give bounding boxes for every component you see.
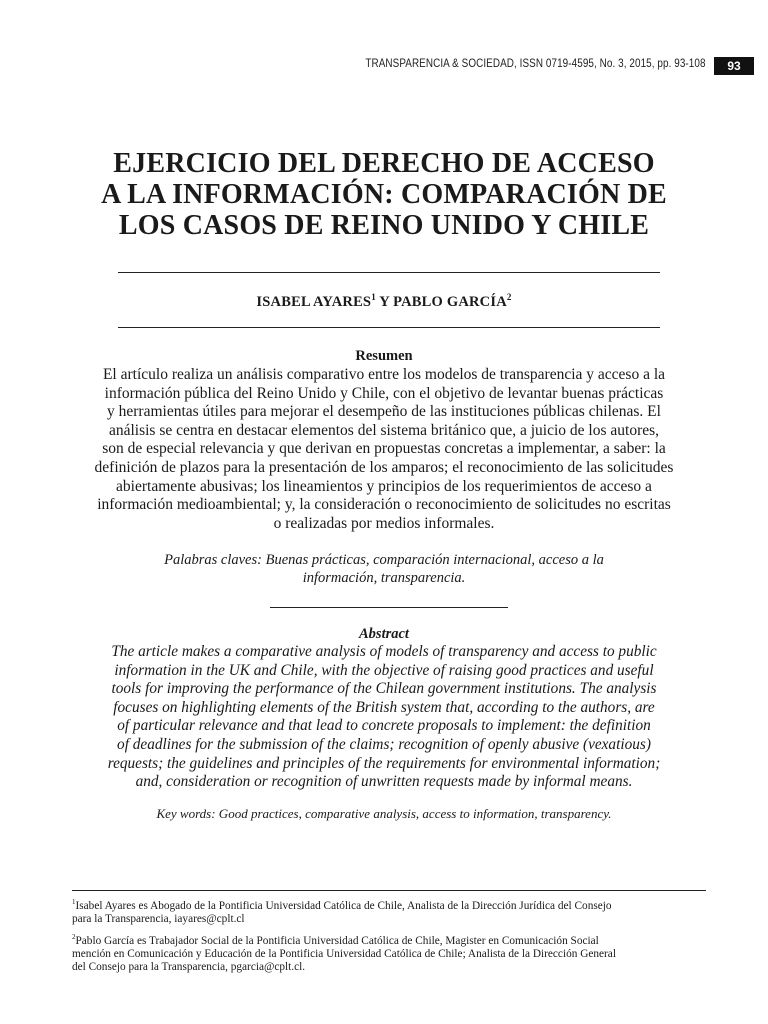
keywords-line: información, transparencia. [302,570,466,586]
abstract-line: focuses on highlighting elements of the British system that, according to the authors, are [113,698,655,716]
keywords-line: Palabras claves: Buenas prácticas, comparación internacional, acceso a la [164,552,604,568]
footnote-line: para la Transparencia, iayares@cplt.cl [72,913,245,926]
abstract-line: of particular relevance and that lead to concrete proposals to implement: the definition [117,717,651,735]
footnote-line [72,931,712,948]
author-name: ISABEL AYARES [256,293,372,310]
footnote [72,931,712,975]
running-header [0,57,768,77]
footnote-text: Pablo García es Trabajador Social de la Pontificia Universidad Católica de Chile, Magister en Comunicación Social [75,934,599,947]
footnote-line: mención en Comunicación y Educación de la Pontificia Universidad Católica de Chile; Analista de la Dirección General [72,947,616,960]
running-head: TRANSPARENCIA & SOCIEDAD, ISSN 0719-4595, No. 3, 2015, pp. 93-108 [365,58,706,70]
authors-divider [118,327,660,328]
abstract-line: of deadlines for the submission of the claims; recognition of openly abusive (vexatious) [117,735,651,753]
abstract-line: requests; the guidelines and principles of the requirements for environmental information; [107,754,661,772]
resumen-line: información pública del Reino Unido y Chile, con el objetivo de levantar buenas prácticas [104,384,664,402]
resumen-line: El artículo realiza un análisis comparativo entre los modelos de transparencia y acceso a la [102,366,666,383]
key-words: Key words: Good practices, comparative analysis, access to information, transparency. [156,806,612,821]
footnote-text: Isabel Ayares es Abogado de la Pontificia Universidad Católica de Chile, Analista de la Dirección Jurídica del Consejo [75,899,612,912]
abstract-line: information in the UK and Chile, with the objective of raising good practices and useful [114,661,654,679]
palabras-claves [64,551,704,587]
article-title [40,148,728,241]
resumen-line: definición de plazos para la presentación de los amparos; el reconocimiento de las solicitudes [94,458,674,476]
author-name: PABLO GARCÍA [393,293,507,310]
abstract-heading: Abstract [359,626,409,642]
resumen-line: son de especial relevancia y que derivan en propuestas concretas a implementar, a saber: la [102,440,666,458]
footnote [72,896,712,927]
resumen-line: y herramientas útiles para mejorar el desempeño de las instituciones públicas chilenas. El [107,403,661,421]
title-line: LOS CASOS DE REINO UNIDO Y CHILE [118,210,650,241]
footnote-line [72,896,712,913]
footnote-marker: 2 [72,932,76,941]
authors-line [0,292,768,311]
title-line: A LA INFORMACIÓN: COMPARACIÓN DE [101,179,667,210]
footnote-line: del Consejo para la Transparencia, pgarcia@cplt.cl. [72,961,306,974]
abstract-line: and, consideration or recognition of unwritten requests made by informal means. [135,773,633,791]
resumen-body [64,366,704,533]
abstract-line: tools for improving the performance of the Chilean government institutions. The analysis [111,680,657,698]
resumen-heading: Resumen [355,348,413,364]
title-line: EJERCICIO DEL DERECHO DE ACCESO [113,148,655,179]
section-divider [270,607,508,608]
resumen-line: análisis se centra en destacar elementos del sistema británico que, a juicio de los autores, [108,421,660,439]
abstract-body [64,643,704,792]
footnote-marker: 1 [371,292,376,302]
resumen-line: información medioambiental; y, la consideración o reconocimiento de solicitudes no escritas [97,496,671,514]
page-number: 93 [714,57,754,75]
resumen-line: abiertamente abusivas; los lineamientos y principios de los requerimientos de acceso a [116,477,652,495]
footnotes [72,896,712,979]
author-conjunction: Y [375,293,394,310]
footnote-divider [72,890,706,891]
footnote-marker: 2 [506,292,512,302]
footnote-marker: 1 [72,898,76,906]
title-divider [118,272,660,273]
resumen-line: o realizadas por medios informales. [273,514,495,532]
abstract-line: The article makes a comparative analysis of models of transparency and access to public [111,643,657,660]
